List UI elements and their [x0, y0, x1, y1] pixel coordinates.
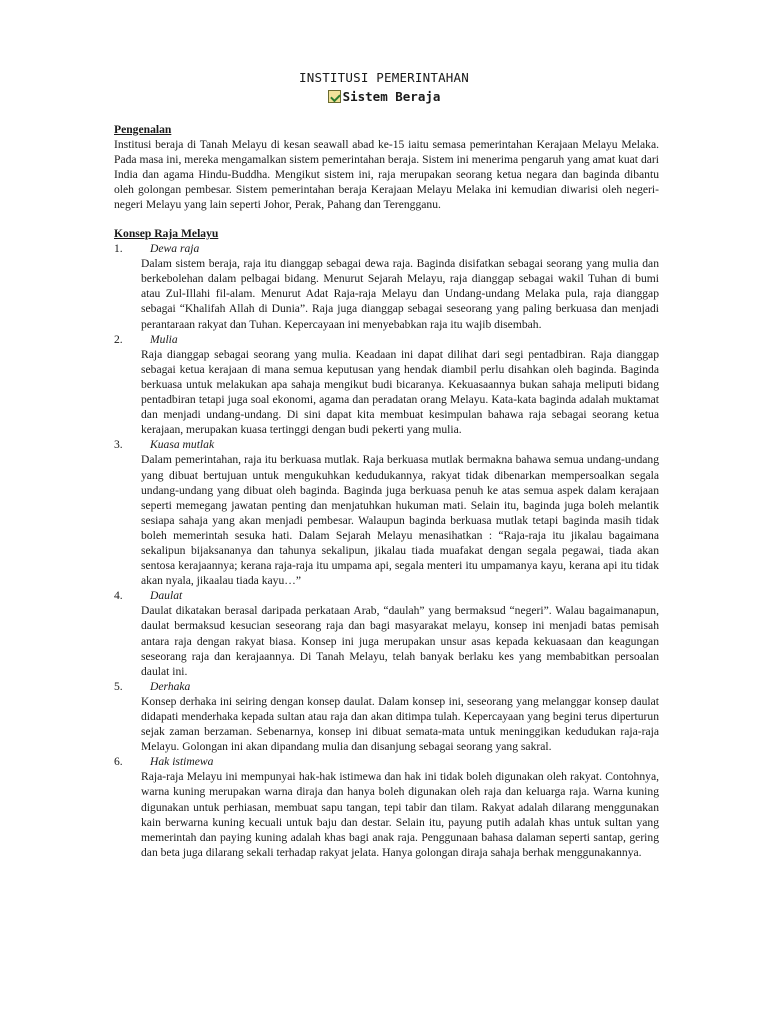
item-body: Konsep derhaka ini seiring dengan konsep daulat. Dalam konsep ini, seseorang yang melanggar konsep daulat didapati menderhaka kepada sultan atau raja dan akan ditimpa tulah. Kepercayaan yang begini terus diperturun sejak zaman berzaman. Sebenarnya, konsep ini dibuat semata-mata untuk meninggikan kedudukan raja-raja Melayu. Golongan ini akan dipandang mulia dan disanjung sebagai seorang yang sakral. [141, 694, 659, 754]
item-label: Mulia [150, 332, 178, 346]
page-title: INSTITUSI PEMERINTAHAN [299, 70, 469, 85]
item-number: 1. [114, 242, 123, 256]
item-label: Hak istimewa [150, 755, 214, 769]
section-heading: Konsep Raja Melayu [114, 227, 219, 240]
item-number: 3. [114, 438, 123, 452]
subtitle-text: Sistem Beraja [342, 89, 441, 104]
item-body: Dalam sistem beraja, raja itu dianggap sebagai dewa raja. Baginda disifatkan sebagai seorang yang mulia dan berkebolehan dalam pelbagai bidang. Menurut Sejarah Melayu, raja dianggap sebagai wakil Tuhan di bumi atau Zul-Illahi fil-alam. Menurut Adat Raja-raja Melayu dan Undang-undang Melaka pula, raja dianggap sebagai “Khalifah Allah di Dunia”. Raja juga dianggap sebagai seseorang yang paling berkuasa dan menjadi perantaraan rakyat dan Tuhan. Kepercayaan ini menyebabkan raja itu wajib disembah. [141, 257, 659, 331]
list-item [114, 332, 674, 438]
item-body: Raja dianggap sebagai seorang yang mulia. Keadaan ini dapat dilihat dari segi pentadbiran. Raja dianggap sebagai ketua kerajaan di mana semua keputusan yang hendak diambil perlu disahkan oleh baginda. Baginda berkuasa untuk melakukan apa sahaja mengikut budi bicaranya. Kekuasaannya bukan sahaja meliputi bidang pentadbiran tetapi juga soal ekonomi, agama dan peradatan orang Melayu. Kata-kata baginda adalah muktamat dan menjadi undang-undang. Di sini dapat kita membuat kesimpulan bahawa raja sebagai seorang ketua kerajaan, merupakan kuasa tertinggi dengan budi pekerti yang mulia. [141, 347, 659, 437]
list-item [114, 754, 674, 860]
item-number: 2. [114, 332, 123, 346]
list-item [114, 679, 674, 754]
intro-section [114, 122, 659, 213]
item-number: 4. [114, 589, 123, 603]
list-item [114, 437, 674, 588]
konsep-section [114, 226, 674, 860]
item-label: Daulat [150, 589, 183, 603]
intro-heading: Pengenalan [114, 123, 172, 136]
item-label: Dewa raja [150, 242, 200, 256]
item-body: Dalam pemerintahan, raja itu berkuasa mutlak. Raja berkuasa mutlak bermakna bahawa semua undang-undang yang dibuat bertujuan untuk mengukuhkan kedudukannya, rakyat tidak dibenarkan mempersoalkan segala undang-undang yang dibuat oleh baginda. Baginda juga berkuasa penuh ke atas semua aspek dalam kerajaan seperti memegang jawatan penting dan menjatuhkan hukuman mati. Selain itu, baginda juga boleh melantik sesiapa sahaja yang akan menjadi pembesar. Walaupun baginda berkuasa mutlak tetapi baginda masih tidak boleh memerintah sesuka hati. Dalam Sejarah Melayu menasihatkan : “Raja-raja itu jikalau bagaimana sekalipun bijaksananya dan tahunya sekalipun, jikalau tiada muafakat dengan segala pegawai, tiada akan sentosa kerajaannya; kerana raja-raja itu umpama api, segala menteri itu umpamanya kayu, kerana api itu tidak akan nyala, jikaalau tiada kayu…” [141, 453, 659, 588]
item-label: Kuasa mutlak [150, 438, 215, 452]
intro-paragraph: Institusi beraja di Tanah Melayu di kesan seawall abad ke-15 iaitu semasa pemerintahan Kerajaan Melayu Melaka. Pada masa ini, mereka mengamalkan sistem pemerintahan beraja. Sistem ini menerima pengaruh yang amat kuat dari India dan agama Hindu-Buddha. Mengikut sistem ini, raja merupakan seorang ketua negara dan baginda dibantu oleh golongan pembesar. Sistem pemerintahan beraja Kerajaan Melayu Melaka ini kemudian diwarisi oleh negeri-negeri Melayu yang lain seperti Johor, Perak, Pahang dan Terengganu. [114, 138, 659, 212]
item-number: 5. [114, 679, 123, 693]
list-item [114, 241, 674, 332]
checkmark-bullet-icon [328, 90, 341, 103]
item-body: Daulat dikatakan berasal daripada perkataan Arab, “daulah” yang bermaksud “negeri”. Walau bagaimanapun, daulat bermaksud kesucian seseorang raja dan bagi masyarakat melayu, konsep ini menjadi batas pemisah antara raja dengan rakyat biasa. Konsep ini juga merupakan unsur asas kepada kekuasaan dan keagungan seseorang raja dan kerajaannya. Di Tanah Melayu, telah banyak berlaku kes yang membabitkan persoalan daulat ini. [141, 604, 659, 678]
list-item [114, 588, 674, 679]
page-subtitle [0, 89, 768, 104]
item-body: Raja-raja Melayu ini mempunyai hak-hak istimewa dan hak ini tidak boleh digunakan oleh rakyat. Contohnya, warna kuning merupakan warna diraja dan hanya boleh digunakan oleh raja dan keluarga raja. Warna kuning digunakan untuk perhiasan, membuat sapu tangan, tepi tabir dan tilam. Rakyat adalah dilarang menggunakan kain berwarna kuning kecuali untuk baju dan destar. Selain itu, payung putih adalah khas untuk sultan yang memerintah dan paying kuning adalah khas bagi anak raja. Penggunaan bahasa dalaman seperti santap, gering dan beta juga dilarang sekali terhadap rakyat jelata. Hanya golongan diraja sahaja berhak menggunakannya. [141, 770, 659, 859]
item-number: 6. [114, 755, 123, 769]
item-label: Derhaka [150, 679, 191, 693]
